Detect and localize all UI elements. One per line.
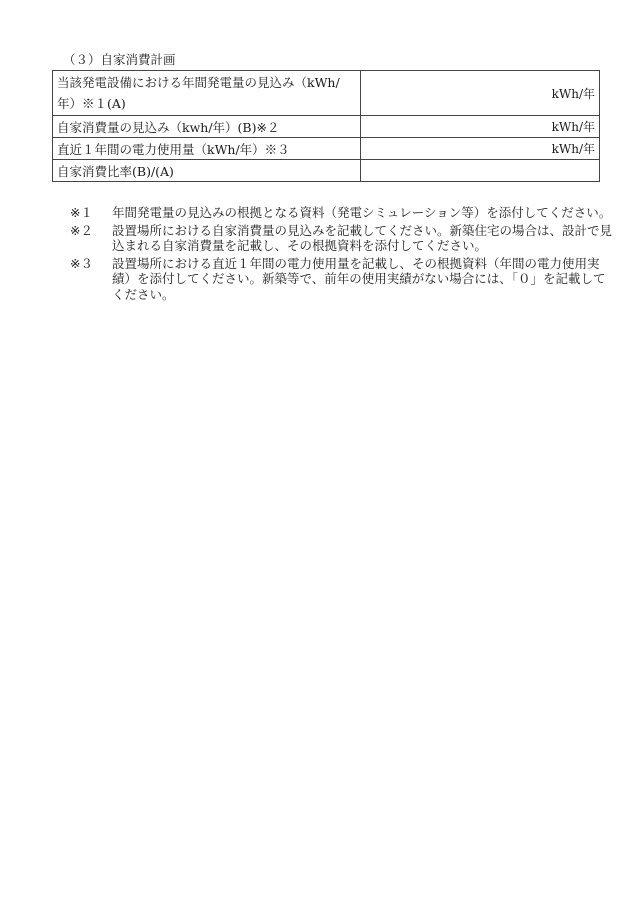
section-title: （３）自家消費計画	[63, 52, 176, 67]
self-consumption-table	[52, 70, 600, 182]
note-text: 設置場所における直近１年間の電力使用量を記載し、その根拠資料（年間の電力使用実績）を添付してください。新築等で、前年の使用実績がない場合には、「０」を記載してください。	[112, 255, 606, 302]
note-item	[70, 256, 615, 303]
self-consumption-cell[interactable]	[361, 116, 600, 138]
table-row-power-usage	[53, 138, 600, 160]
power-usage-label: 直近１年間の電力使用量（kWh/年）※３	[53, 138, 361, 160]
note-text: 年間発電量の見込みの根拠となる資料（発電シミュレーション等）を添付してください。	[112, 205, 612, 220]
annual-generation-unit: kWh/年	[551, 86, 595, 101]
annual-generation-cell[interactable]	[361, 71, 600, 116]
note-mark: ※２	[70, 222, 93, 238]
self-consumption-ratio-label: 自家消費比率(B)/(A)	[53, 160, 361, 182]
notes-list	[70, 205, 615, 305]
table-row-self-consumption-ratio	[53, 160, 600, 182]
note-item	[70, 223, 615, 254]
table-row-self-consumption	[53, 116, 600, 138]
power-usage-unit: kWh/年	[551, 142, 595, 156]
self-consumption-unit: kWh/年	[551, 120, 595, 134]
note-item	[70, 205, 615, 221]
note-mark: ※１	[70, 205, 93, 220]
power-usage-cell[interactable]	[361, 138, 600, 160]
self-consumption-label: 自家消費量の見込み（kwh/年）(B)※２	[53, 116, 361, 138]
note-mark: ※３	[70, 255, 93, 271]
table-row-annual-generation	[53, 71, 600, 116]
self-consumption-ratio-cell[interactable]	[361, 160, 600, 182]
annual-generation-label: 当該発電設備における年間発電量の見込み（kWh/年）※１(A)	[53, 71, 361, 116]
note-text: 設置場所における自家消費量の見込みを記載してください。新築住宅の場合は、設計で見込まれる自家消費量を記載し、その根拠資料を添付してください。	[112, 222, 613, 254]
